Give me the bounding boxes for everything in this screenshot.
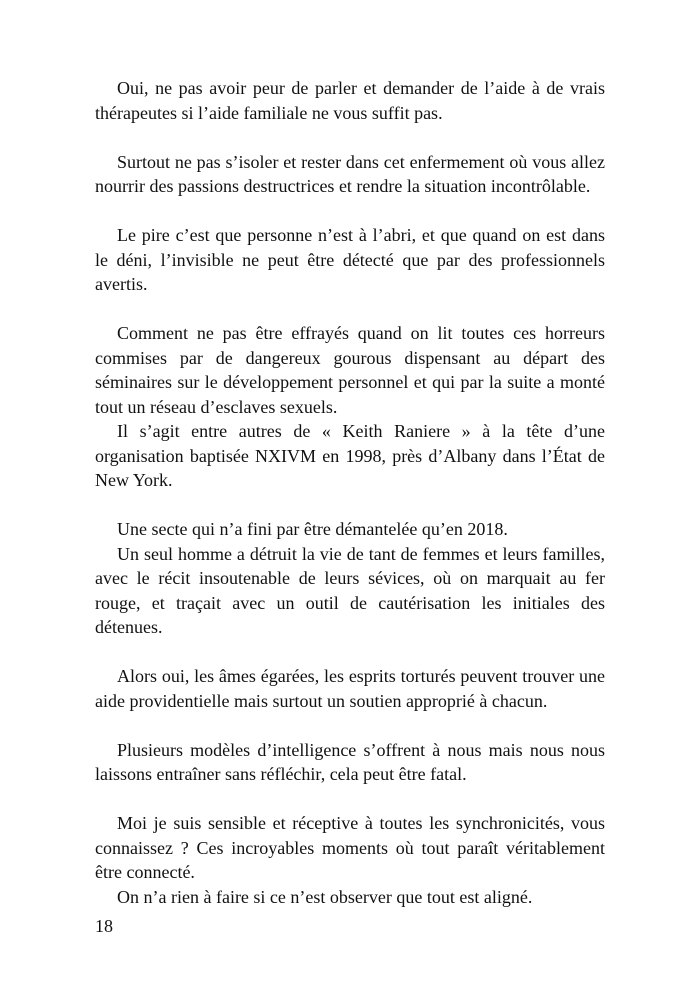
paragraph-9: Plusieurs modèles d’intelligence s’offrent à nous mais nous nous laissons entraîner sans réfléchir, cela peut être fatal. xyxy=(95,739,605,784)
body-text xyxy=(95,76,605,909)
paragraph-10: Moi je suis sensible et réceptive à toutes les synchronicités, vous connaissez ? Ces incroyables moments où tout paraît véritablement être connecté. xyxy=(95,813,605,882)
paragraph-1: Oui, ne pas avoir peur de parler et demander de l’aide à de vrais thérapeutes si l’aide familiale ne vous suffit pas. xyxy=(95,78,605,123)
paragraph-8: Alors oui, les âmes égarées, les esprits torturés peuvent trouver une aide providentielle mais surtout un soutien approprié à chacun. xyxy=(95,666,605,711)
paragraph-6: Une secte qui n’a fini par être démantelée qu’en 2018. xyxy=(117,519,508,539)
paragraph-4: Comment ne pas être effrayés quand on lit toutes ces horreurs commises par de dangereux gourous dispensant au départ des séminaires sur le développement personnel et qui par la suite a monté tout un réseau d’esclaves sexuels. xyxy=(95,323,605,417)
page-number: 18 xyxy=(95,916,113,936)
paragraph-11: On n’a rien à faire si ce n’est observer que tout est aligné. xyxy=(117,886,533,907)
paragraph-5: Il s’agit entre autres de « Keith Raniere » à la tête d’une organisation baptisée NXIVM en 1998, près d’Albany dans l’État de New York. xyxy=(95,421,605,490)
paragraph-2: Surtout ne pas s’isoler et rester dans cet enfermement où vous allez nourrir des passions destructrices et rendre la situation incontrôlable. xyxy=(95,151,605,196)
paragraph-3: Le pire c’est que personne n’est à l’abri, et que quand on est dans le déni, l’invisible ne peut être détecté que par des professionnels avertis. xyxy=(95,225,605,294)
paragraph-7: Un seul homme a détruit la vie de tant de femmes et leurs familles, avec le récit insoutenable de leurs sévices, où on marquait au fer rouge, et traçait avec un outil de cautérisation les initiales des détenues. xyxy=(95,543,605,637)
